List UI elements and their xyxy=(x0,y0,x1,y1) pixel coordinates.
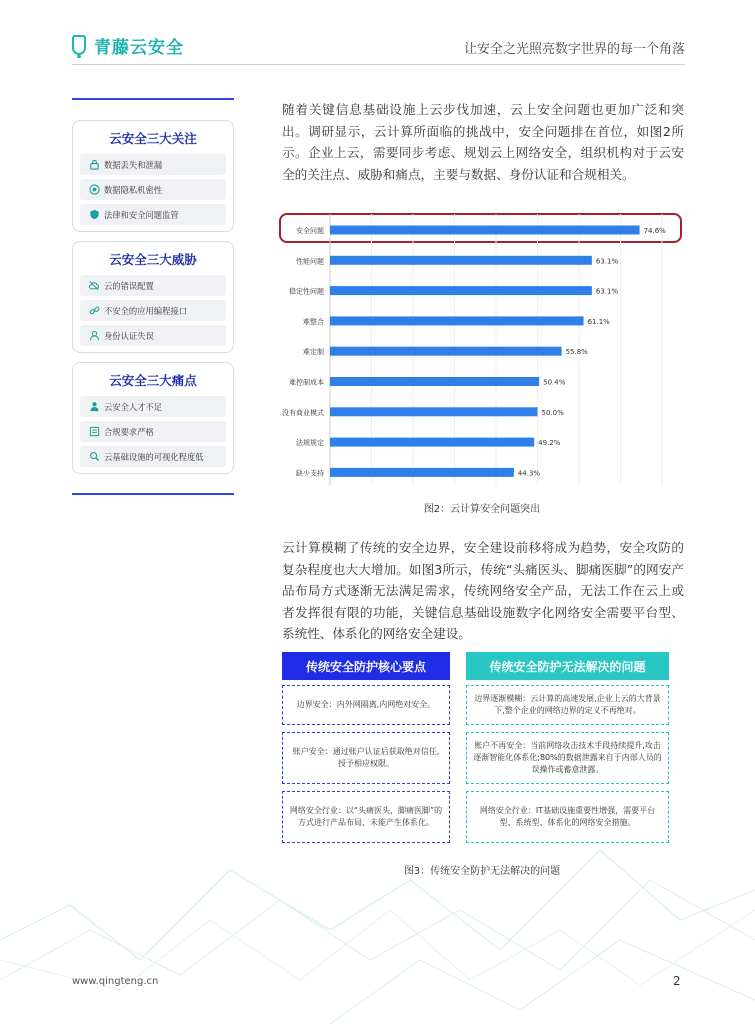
bar xyxy=(330,256,592,265)
paragraph-boundary: 云计算模糊了传统的安全边界，安全建设前移将成为趋势，安全攻防的复杂程度也大大增加。如图3所示，传统“头痛医头、脚痛医脚”的网安产品布局方式逐渐无法满足需求，传统网络安全产品，无法工作在云上或者发挥很有限的功能，关键信息基础设施数字化网络安全需要平台型、系统性、体系化的网络安全建设。 xyxy=(282,540,684,641)
lock-icon xyxy=(88,159,100,171)
comparison-cell-left: 账户安全：通过账户认证后获取绝对信任,授予相应权限。 xyxy=(282,732,450,784)
card-title: 云安全三大关注 xyxy=(109,131,197,146)
category-label: 稳定性问题 xyxy=(289,287,324,296)
value-label: 50.4% xyxy=(543,378,566,387)
item-label: 云基础设施的可视化程度低 xyxy=(104,451,204,462)
sidebar-top-rule xyxy=(72,98,234,100)
category-label: 性能问题 xyxy=(296,257,324,266)
user-icon xyxy=(88,330,100,342)
link-icon xyxy=(88,305,100,317)
header-divider xyxy=(72,64,685,65)
card-cloud-pain-points xyxy=(72,362,234,474)
list-item xyxy=(80,421,226,442)
card-title: 云安全三大痛点 xyxy=(109,373,197,388)
shield-icon xyxy=(88,209,100,221)
category-label: 没有商业模式 xyxy=(282,408,324,417)
bar xyxy=(330,377,539,386)
list-item xyxy=(80,446,226,467)
comparison-cell-left: 网络安全行业：以“头痛医头，脚痛医脚”的方式进行产品布局，未能产生体系化。 xyxy=(282,791,450,843)
list-item xyxy=(80,396,226,417)
header-slogan: 让安全之光照亮数字世界的每一个角落 xyxy=(463,42,685,57)
cloud-off-icon xyxy=(88,280,100,292)
card-cloud-concerns xyxy=(72,120,234,232)
value-label: 55.8% xyxy=(565,348,588,357)
paragraph-intro: 随着关键信息基础设施上云步伐加速，云上安全问题也更加广泛和突出。调研显示，云计算所面临的挑战中，安全问题排在首位，如图2所示。企业上云，需要同步考虑、规划云上网络安全，组织机构对于云安全的关注点、威胁和痛点，主要与数据、身份认证和合规相关。 xyxy=(282,102,684,182)
category-label: 难控制成本 xyxy=(289,378,324,387)
list-item xyxy=(80,275,226,296)
category-label: 难整合 xyxy=(303,317,324,326)
brand-name: 青藤云安全 xyxy=(94,37,184,58)
bar xyxy=(330,468,514,477)
category-label: 法规规定 xyxy=(296,439,324,448)
logo-icon xyxy=(72,35,86,55)
search-icon xyxy=(88,451,100,463)
value-label: 50.0% xyxy=(541,408,564,417)
category-label: 缺少支持 xyxy=(296,469,324,478)
card-title: 云安全三大威胁 xyxy=(109,252,197,267)
list-item xyxy=(80,154,226,175)
comparison-cell-right: 账户不再安全：当前网络攻击技术手段持续提升,攻击逐渐智能化体系化;80%的数据泄露来自于内部人员的误操作或蓄意泄露。 xyxy=(466,732,669,784)
item-label: 云安全人才不足 xyxy=(104,401,163,412)
item-label: 云的错误配置 xyxy=(104,280,154,291)
figure-3-caption: 图3：传统安全防护无法解决的问题 xyxy=(403,866,561,877)
privacy-icon xyxy=(88,184,100,196)
left-column-header: 传统安全防护核心要点 xyxy=(282,652,450,680)
bar xyxy=(330,407,538,416)
value-label: 61.1% xyxy=(587,317,610,326)
bar xyxy=(330,226,640,235)
list-item xyxy=(80,204,226,225)
category-label: 安全问题 xyxy=(296,227,324,235)
bar xyxy=(330,347,562,356)
item-label: 合规要求严格 xyxy=(104,426,154,437)
bar xyxy=(330,316,584,325)
category-label: 难定制 xyxy=(303,348,324,357)
card-cloud-threats xyxy=(72,241,234,353)
comparison-cell-left: 边界安全：内外网隔离,内网绝对安全。 xyxy=(282,685,450,725)
comparison-cell-right: 边界逐渐模糊：云计算的高速发展,企业上云的大背景下,整个企业的网络边界的定义不再绝对。 xyxy=(466,685,669,725)
sidebar-bottom-rule xyxy=(72,493,234,495)
brand-logo[interactable] xyxy=(72,33,184,57)
bar xyxy=(330,438,534,447)
item-label: 数据丢失和泄漏 xyxy=(104,159,163,170)
item-label: 不安全的应用编程接口 xyxy=(104,305,187,316)
list-item xyxy=(80,300,226,321)
item-label: 法律和安全问题监管 xyxy=(104,209,179,220)
page-number: 2 xyxy=(673,974,681,988)
footer-url[interactable]: www.qingteng.cn xyxy=(72,976,159,987)
comparison-cell-right: 网络安全行业：IT基础设施重要性增强，需要平台型、系统型、体系化的网络安全措施。 xyxy=(466,791,669,843)
right-column-header: 传统安全防护无法解决的问题 xyxy=(466,652,669,680)
value-label: 44.3% xyxy=(517,469,541,478)
people-icon xyxy=(88,401,100,413)
item-label: 数据隐私机密性 xyxy=(104,184,163,195)
document-icon xyxy=(88,426,100,438)
value-label: 49.2% xyxy=(538,439,561,448)
value-label: 63.1% xyxy=(595,257,619,266)
list-item xyxy=(80,179,226,200)
value-label: 63.1% xyxy=(595,287,619,296)
list-item xyxy=(80,325,226,346)
bar xyxy=(330,286,592,295)
item-label: 身份认证失误 xyxy=(104,330,154,341)
value-label: 74.6% xyxy=(643,227,666,235)
bar-chart xyxy=(282,210,682,492)
figure-2-caption: 图2：云计算安全问题突出 xyxy=(423,504,541,515)
